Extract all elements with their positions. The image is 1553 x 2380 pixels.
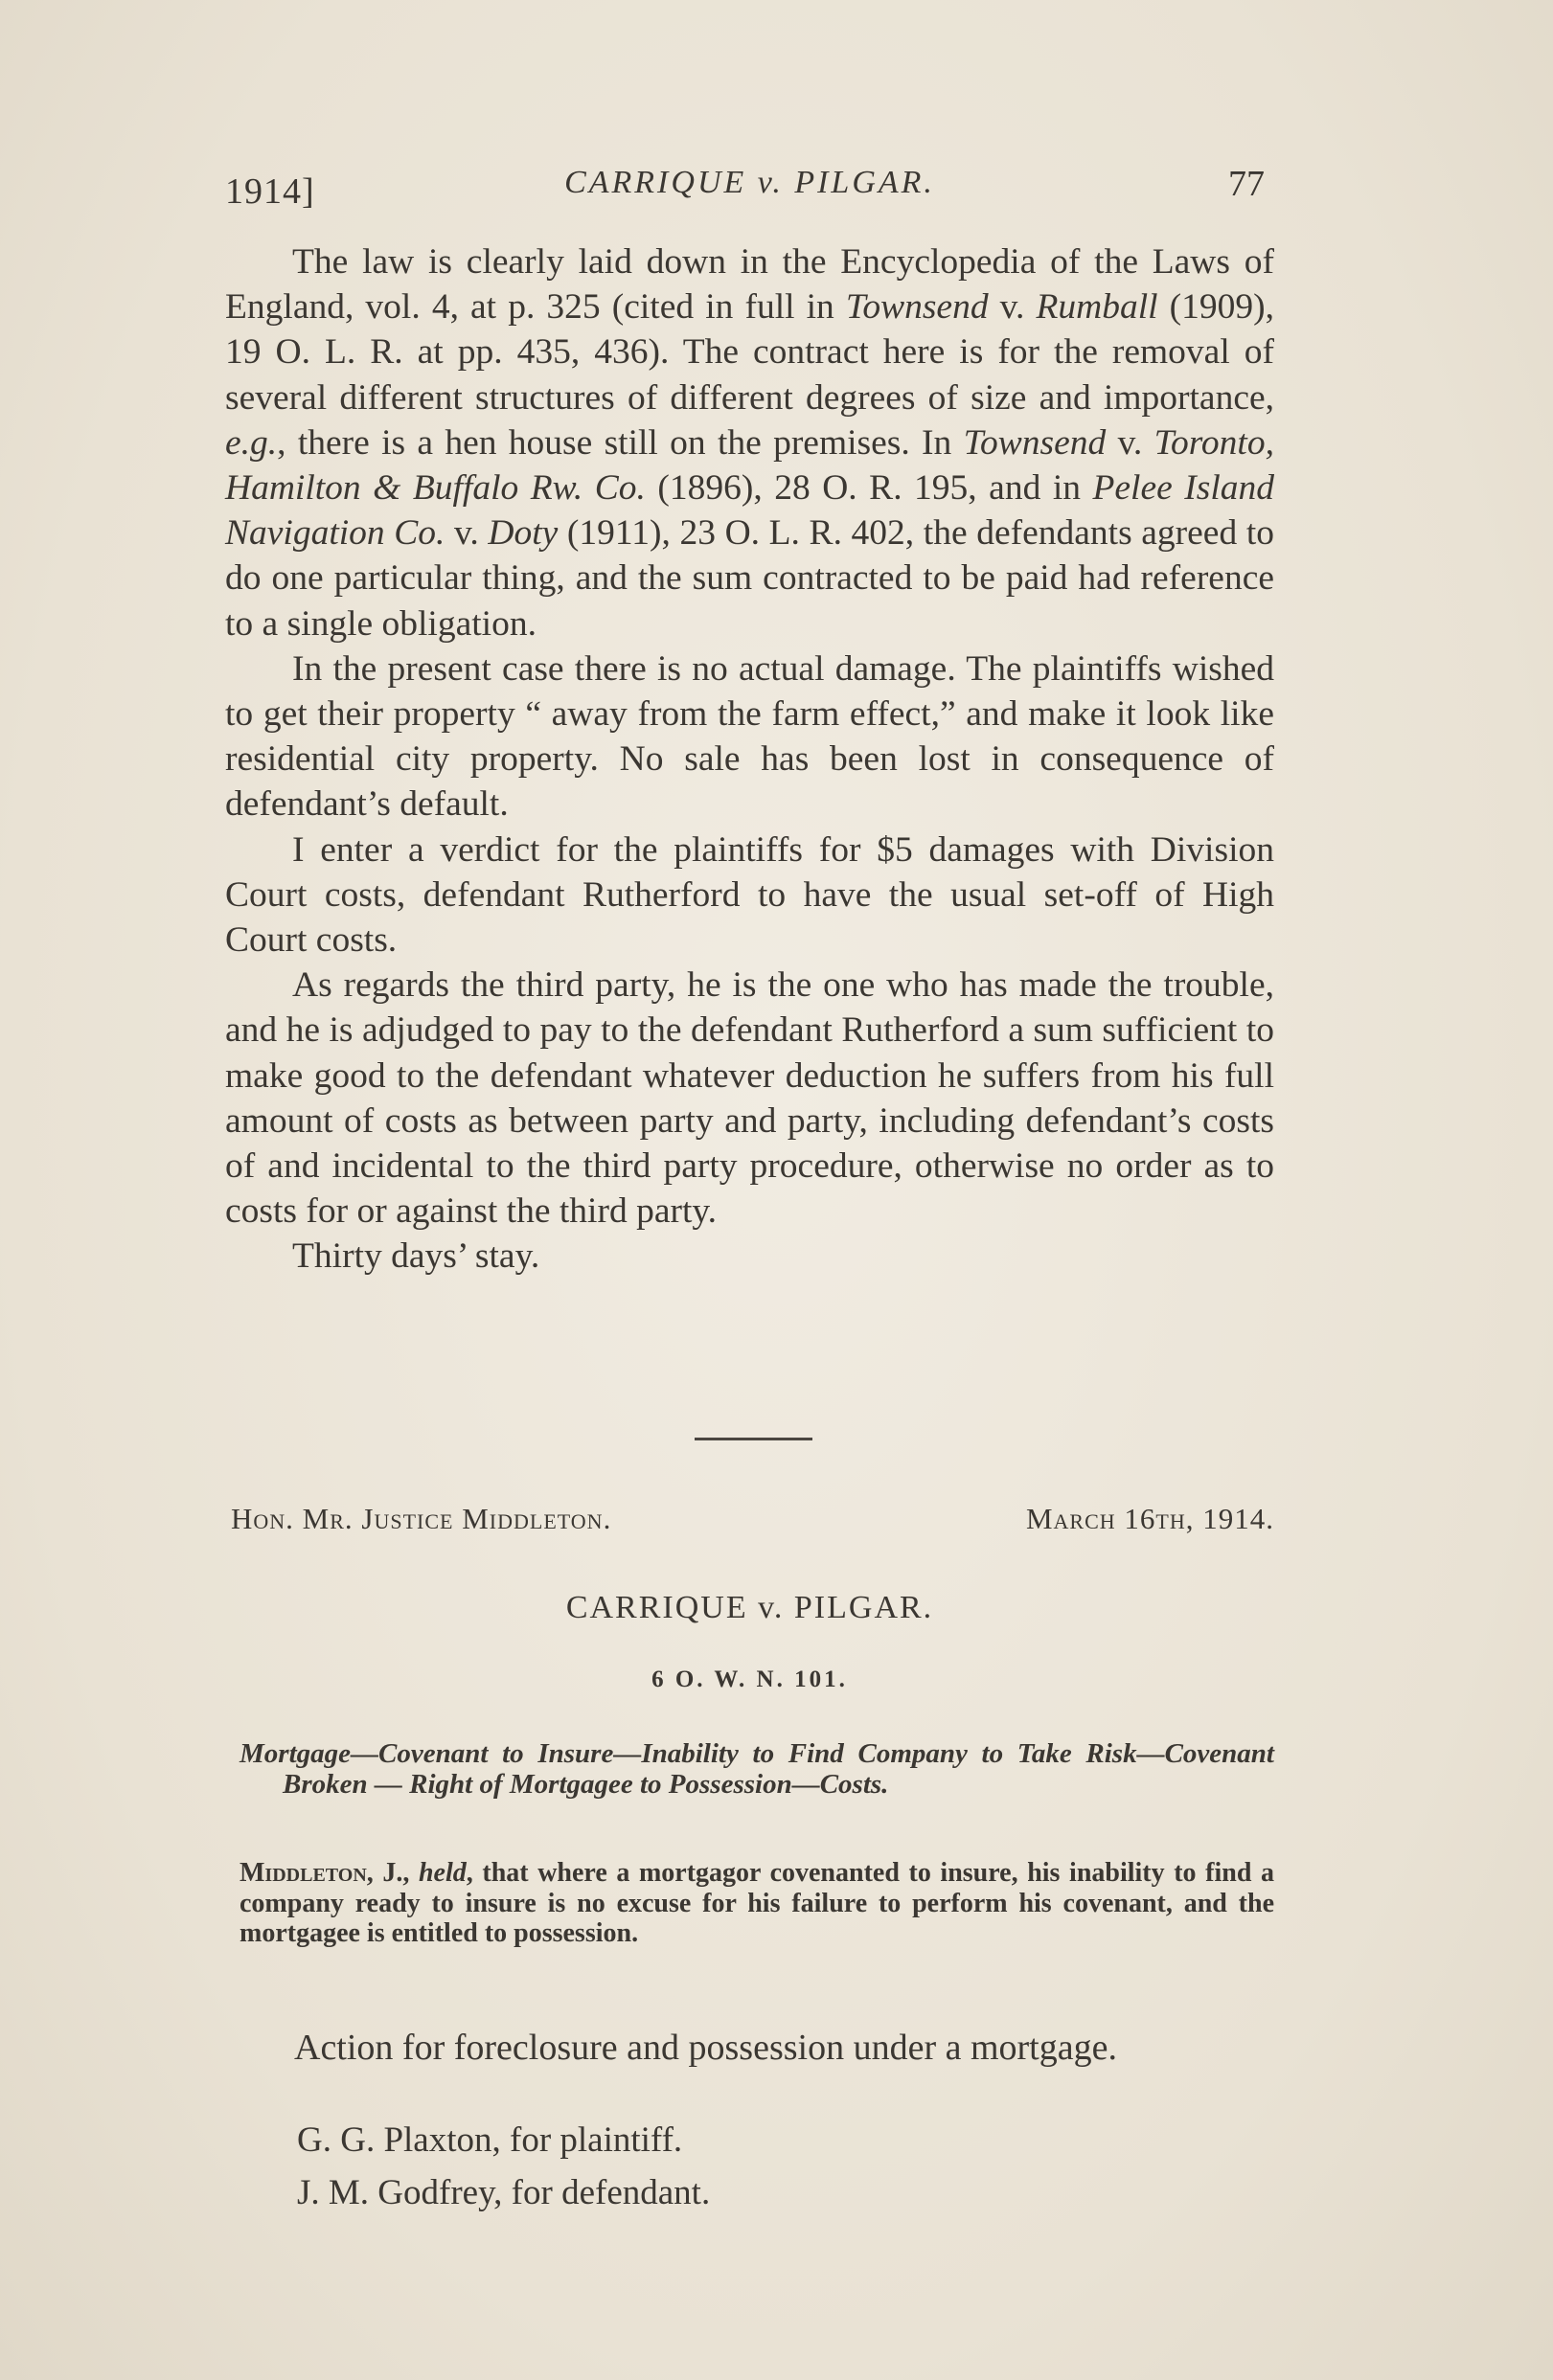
page-number: 77 bbox=[1228, 164, 1265, 204]
counsel-defendant: J. M. Godfrey, for defendant. bbox=[297, 2173, 711, 2212]
action-description: Action for foreclosure and possession under a mortgage. bbox=[294, 2028, 1117, 2068]
text-run: , that where a mortgagor covenanted to insure, his inability to find a company ready to insure is no excuse for his failure to perform his covenant, and the mortgagee is entitled to possession. bbox=[240, 1858, 1275, 1948]
counsel-plaintiff: G. G. Plaxton, for plaintiff. bbox=[297, 2120, 683, 2160]
abbreviation: e.g. bbox=[225, 422, 278, 463]
text-run: , there is a hen house still on the premises. In bbox=[277, 422, 964, 463]
text-run: v. bbox=[445, 513, 489, 554]
paragraph-5: Thirty days’ stay. bbox=[292, 1236, 540, 1277]
running-head bbox=[225, 161, 1274, 218]
text-run: The law is clearly laid down in the Encyclopedia of the Laws of England, vol. 4, at p. 325 (cited in full in bbox=[225, 242, 1274, 328]
held-word: held bbox=[418, 1858, 467, 1888]
case-title: CARRIQUE v. PILGAR. bbox=[565, 1590, 934, 1625]
headnote-keywords: Mortgage—Covenant to Insure—Inability to Find Company to Take Risk—Covenant Broken — Right of Mortgagee to Possession—Costs. bbox=[240, 1738, 1274, 1800]
paragraph-3: I enter a verdict for the plaintiffs for $5 damages with Division Court costs, defendant Rutherford to have the usual set-off of High Court costs. bbox=[225, 829, 1274, 961]
running-head-title: CARRIQUE v. PILGAR. bbox=[564, 165, 935, 200]
case-name: Rumball bbox=[1036, 287, 1158, 328]
case-name: Pelee Island Navigation Co. bbox=[225, 468, 1274, 554]
case-citation: 6 O. W. N. 101. bbox=[651, 1666, 848, 1692]
paragraph-1 bbox=[225, 239, 1274, 646]
case-name: Toronto, Hamilton & Buffalo Rw. Co. bbox=[225, 422, 1274, 509]
text-run: (1896), 28 O. R. 195, and in bbox=[645, 468, 1093, 509]
running-head-year: 1914] bbox=[225, 171, 315, 212]
holding-judge: Middleton bbox=[240, 1858, 367, 1888]
section-divider bbox=[695, 1438, 812, 1440]
body-text bbox=[225, 239, 1274, 1280]
case-name: Doty bbox=[488, 513, 559, 554]
text-run: (1911), 23 O. L. R. 402, the defendants agreed to do one particular thing, and the sum contracted to be paid had reference to a single obligation. bbox=[225, 513, 1274, 644]
text-run: v. bbox=[1106, 422, 1154, 463]
judgment-date: March 16th, 1914. bbox=[1025, 1502, 1274, 1535]
paragraph-4: As regards the third party, he is the one who has made the trouble, and he is adjudged to pay to the defendant Rutherford a sum sufficient to make good to the defendant whatever deduction he suffers from his full amount of costs as between party and party, including defendant’s costs of and incidental to the third party procedure, otherwise no order as to costs for or against the third party. bbox=[225, 965, 1274, 1232]
case-name: Townsend bbox=[963, 422, 1107, 463]
paragraph-2: In the present case there is no actual damage. The plaintiffs wished to get their property “ away from the farm effect,” and make it look like residential city property. No sale has been lost in consequence of defendant’s default. bbox=[225, 648, 1274, 825]
text-run: , J., bbox=[366, 1858, 419, 1888]
holding-summary bbox=[240, 1858, 1274, 1949]
text-run: v. bbox=[988, 287, 1037, 328]
judge-name: Hon. Mr. Justice Middleton. bbox=[231, 1502, 612, 1535]
text-run: (1909), 19 O. L. R. at pp. 435, 436). The contract here is for the removal of several different structures of different degrees of size and importance, bbox=[225, 287, 1274, 418]
case-name: Townsend bbox=[845, 287, 989, 328]
